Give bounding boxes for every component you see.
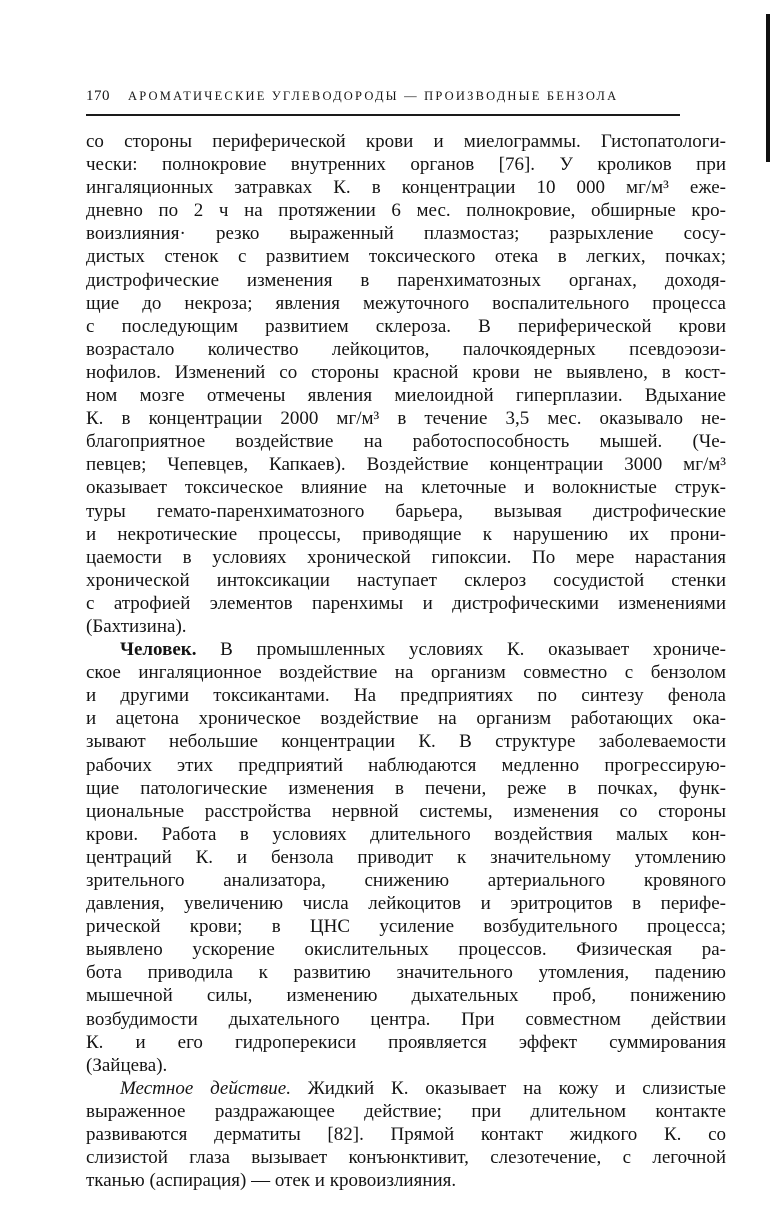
text-line bbox=[86, 892, 726, 915]
line-text: нофилов. Изменений со стороны красной крови не выявлено, в кост- bbox=[86, 361, 726, 383]
body-text bbox=[86, 130, 726, 1192]
paragraph-local-action bbox=[86, 1077, 726, 1192]
line-text: и некротические процессы, приводящие к нарушению их прони- bbox=[86, 523, 726, 545]
line-text: щие патологические изменения в печени, реже в почках, функ- bbox=[86, 777, 726, 799]
text-line bbox=[86, 961, 726, 984]
text-line bbox=[86, 523, 726, 546]
text-line bbox=[86, 1077, 726, 1100]
line-text: К. и его гидроперекиси проявляется эффект суммирования bbox=[86, 1031, 726, 1053]
paragraph-lead: Человек. bbox=[120, 639, 197, 661]
running-title: АРОМАТИЧЕСКИЕ УГЛЕВОДОРОДЫ — ПРОИЗВОДНЫЕ БЕНЗОЛА bbox=[128, 89, 619, 103]
text-line bbox=[86, 476, 726, 499]
text-line bbox=[86, 615, 726, 638]
line-text: ном мозге отмечены явления миелоидной гиперплазии. Вдыхание bbox=[86, 385, 726, 407]
line-text: бота приводила к развитию значительного утомления, падению bbox=[86, 962, 726, 984]
text-line bbox=[86, 800, 726, 823]
text-line bbox=[86, 707, 726, 730]
text-line bbox=[86, 1031, 726, 1054]
line-text: рабочих этих предприятий наблюдаются медленно прогрессирую- bbox=[86, 754, 726, 776]
line-text: центраций К. и бензола приводит к значительному утомлению bbox=[86, 846, 726, 868]
text-line bbox=[86, 869, 726, 892]
text-line bbox=[86, 153, 726, 176]
text-line bbox=[86, 777, 726, 800]
paragraph-human bbox=[86, 638, 726, 1077]
line-text: выраженное раздражающее действие; при длительном контакте bbox=[86, 1100, 726, 1122]
line-text: ингаляционных затравках К. в концентрации 10 000 мг/м³ еже- bbox=[86, 177, 726, 199]
text-line bbox=[86, 199, 726, 222]
text-line bbox=[86, 453, 726, 476]
text-line bbox=[86, 245, 726, 268]
line-text: дистрофические изменения в паренхиматозных органах, доходя- bbox=[86, 269, 726, 291]
line-text: дистых стенок с развитием токсического отека в легких, почках; bbox=[86, 246, 726, 268]
line-text: тканью (аспирация) — отек и кровоизлияния. bbox=[86, 1170, 457, 1192]
text-line bbox=[86, 846, 726, 869]
text-line bbox=[86, 176, 726, 199]
text-line bbox=[86, 338, 726, 361]
text-line bbox=[86, 1054, 726, 1077]
line-text: воизлияния· резко выраженный плазмостаз; разрыхление сосу- bbox=[86, 223, 726, 245]
line-text: хронической интоксикации наступает склероз сосудистой стенки bbox=[86, 569, 726, 591]
line-text: рической крови; в ЦНС усиление возбудительного процесса; bbox=[86, 916, 726, 938]
page-edge-mark bbox=[766, 14, 770, 162]
text-line bbox=[86, 823, 726, 846]
text-line bbox=[86, 915, 726, 938]
line-text: цаемости в условиях хронической гипоксии. По мере нарастания bbox=[86, 546, 726, 568]
text-line bbox=[86, 1008, 726, 1031]
line-text: Жидкий К. оказывает на кожу и слизистые bbox=[307, 1077, 726, 1099]
text-line bbox=[86, 269, 726, 292]
line-text: зрительного анализатора, снижению артериального кровяного bbox=[86, 870, 726, 891]
line-text: возрастало количество лейкоцитов, палочкоядерных псевдоэози- bbox=[86, 338, 726, 360]
text-line bbox=[86, 592, 726, 615]
line-text: туры гемато-паренхиматозного барьера, вызывая дистрофические bbox=[86, 500, 726, 522]
line-text: с последующим развитием склероза. В периферической крови bbox=[86, 315, 726, 337]
text-line bbox=[86, 754, 726, 777]
line-text: В промышленных условиях К. оказывает хрониче- bbox=[220, 639, 726, 661]
line-text: мышечной силы, изменению дыхательных проб, понижению bbox=[86, 985, 726, 1007]
text-line bbox=[86, 546, 726, 569]
line-text: возбудимости дыхательного центра. При совместном действии bbox=[86, 1008, 726, 1030]
text-line bbox=[86, 638, 726, 661]
text-line bbox=[86, 292, 726, 315]
line-text: развиваются дерматиты [82]. Прямой контакт жидкого К. со bbox=[86, 1124, 726, 1146]
text-line bbox=[86, 1146, 726, 1169]
text-line bbox=[86, 1123, 726, 1146]
text-line bbox=[86, 430, 726, 453]
text-line bbox=[86, 938, 726, 961]
line-text: крови. Работа в условиях длительного воздействия малых кон- bbox=[86, 823, 726, 845]
text-line bbox=[86, 984, 726, 1007]
line-text: певцев; Чепевцев, Капкаев). Воздействие концентрации 3000 мг/м³ bbox=[86, 454, 726, 476]
line-text: ское ингаляционное воздействие на организм совместно с бензолом bbox=[86, 662, 726, 684]
line-text: дневно по 2 ч на протяжении 6 мес. полнокровие, обширные кро- bbox=[86, 200, 726, 222]
line-text: со стороны периферической крови и миелограммы. Гистопатологи- bbox=[86, 131, 726, 152]
line-text: чески: полнокровие внутренних органов [76]. У кроликов при bbox=[86, 154, 726, 176]
line-text: (Зайцева). bbox=[86, 1054, 168, 1076]
text-line bbox=[86, 730, 726, 753]
text-line bbox=[86, 130, 726, 153]
text-line bbox=[86, 384, 726, 407]
text-line bbox=[86, 684, 726, 707]
line-text: давления, увеличению числа лейкоцитов и эритроцитов в перифе- bbox=[86, 893, 726, 915]
text-line bbox=[86, 407, 726, 430]
text-line bbox=[86, 500, 726, 523]
line-text: и другими токсикантами. На предприятиях по синтезу фенола bbox=[86, 685, 726, 707]
line-text: зывают небольшие концентрации К. В структуре заболеваемости bbox=[86, 731, 726, 753]
line-text: благоприятное воздействие на работоспособность мышей. (Че- bbox=[86, 431, 726, 453]
text-line bbox=[86, 361, 726, 384]
text-line bbox=[86, 569, 726, 592]
paragraph-animal-studies bbox=[86, 130, 726, 638]
text-line bbox=[86, 222, 726, 245]
line-text: оказывает токсическое влияние на клеточные и волокнистые струк- bbox=[86, 477, 726, 499]
line-text: слизистой глаза вызывает конъюнктивит, слезотечение, с легочной bbox=[86, 1147, 726, 1169]
text-line bbox=[86, 661, 726, 684]
line-text: К. в концентрации 2000 мг/м³ в течение 3,5 мес. оказывало не- bbox=[86, 408, 726, 430]
text-line bbox=[86, 1100, 726, 1123]
line-text: выявлено ускорение окислительных процессов. Физическая ра- bbox=[86, 939, 726, 961]
line-text: и ацетона хроническое воздействие на организм работающих ока- bbox=[86, 708, 726, 730]
line-text: (Бахтизина). bbox=[86, 615, 187, 637]
text-line bbox=[86, 315, 726, 338]
text-line bbox=[86, 1169, 726, 1192]
line-text: щие до некроза; явления межуточного воспалительного процесса bbox=[86, 292, 726, 314]
line-text: циональные расстройства нервной системы, изменения со стороны bbox=[86, 800, 726, 822]
paragraph-lead: Местное действие. bbox=[120, 1077, 291, 1099]
page-number: 170 bbox=[86, 88, 110, 104]
running-header bbox=[86, 88, 680, 116]
line-text: с атрофией элементов паренхимы и дистрофическими изменениями bbox=[86, 592, 726, 614]
